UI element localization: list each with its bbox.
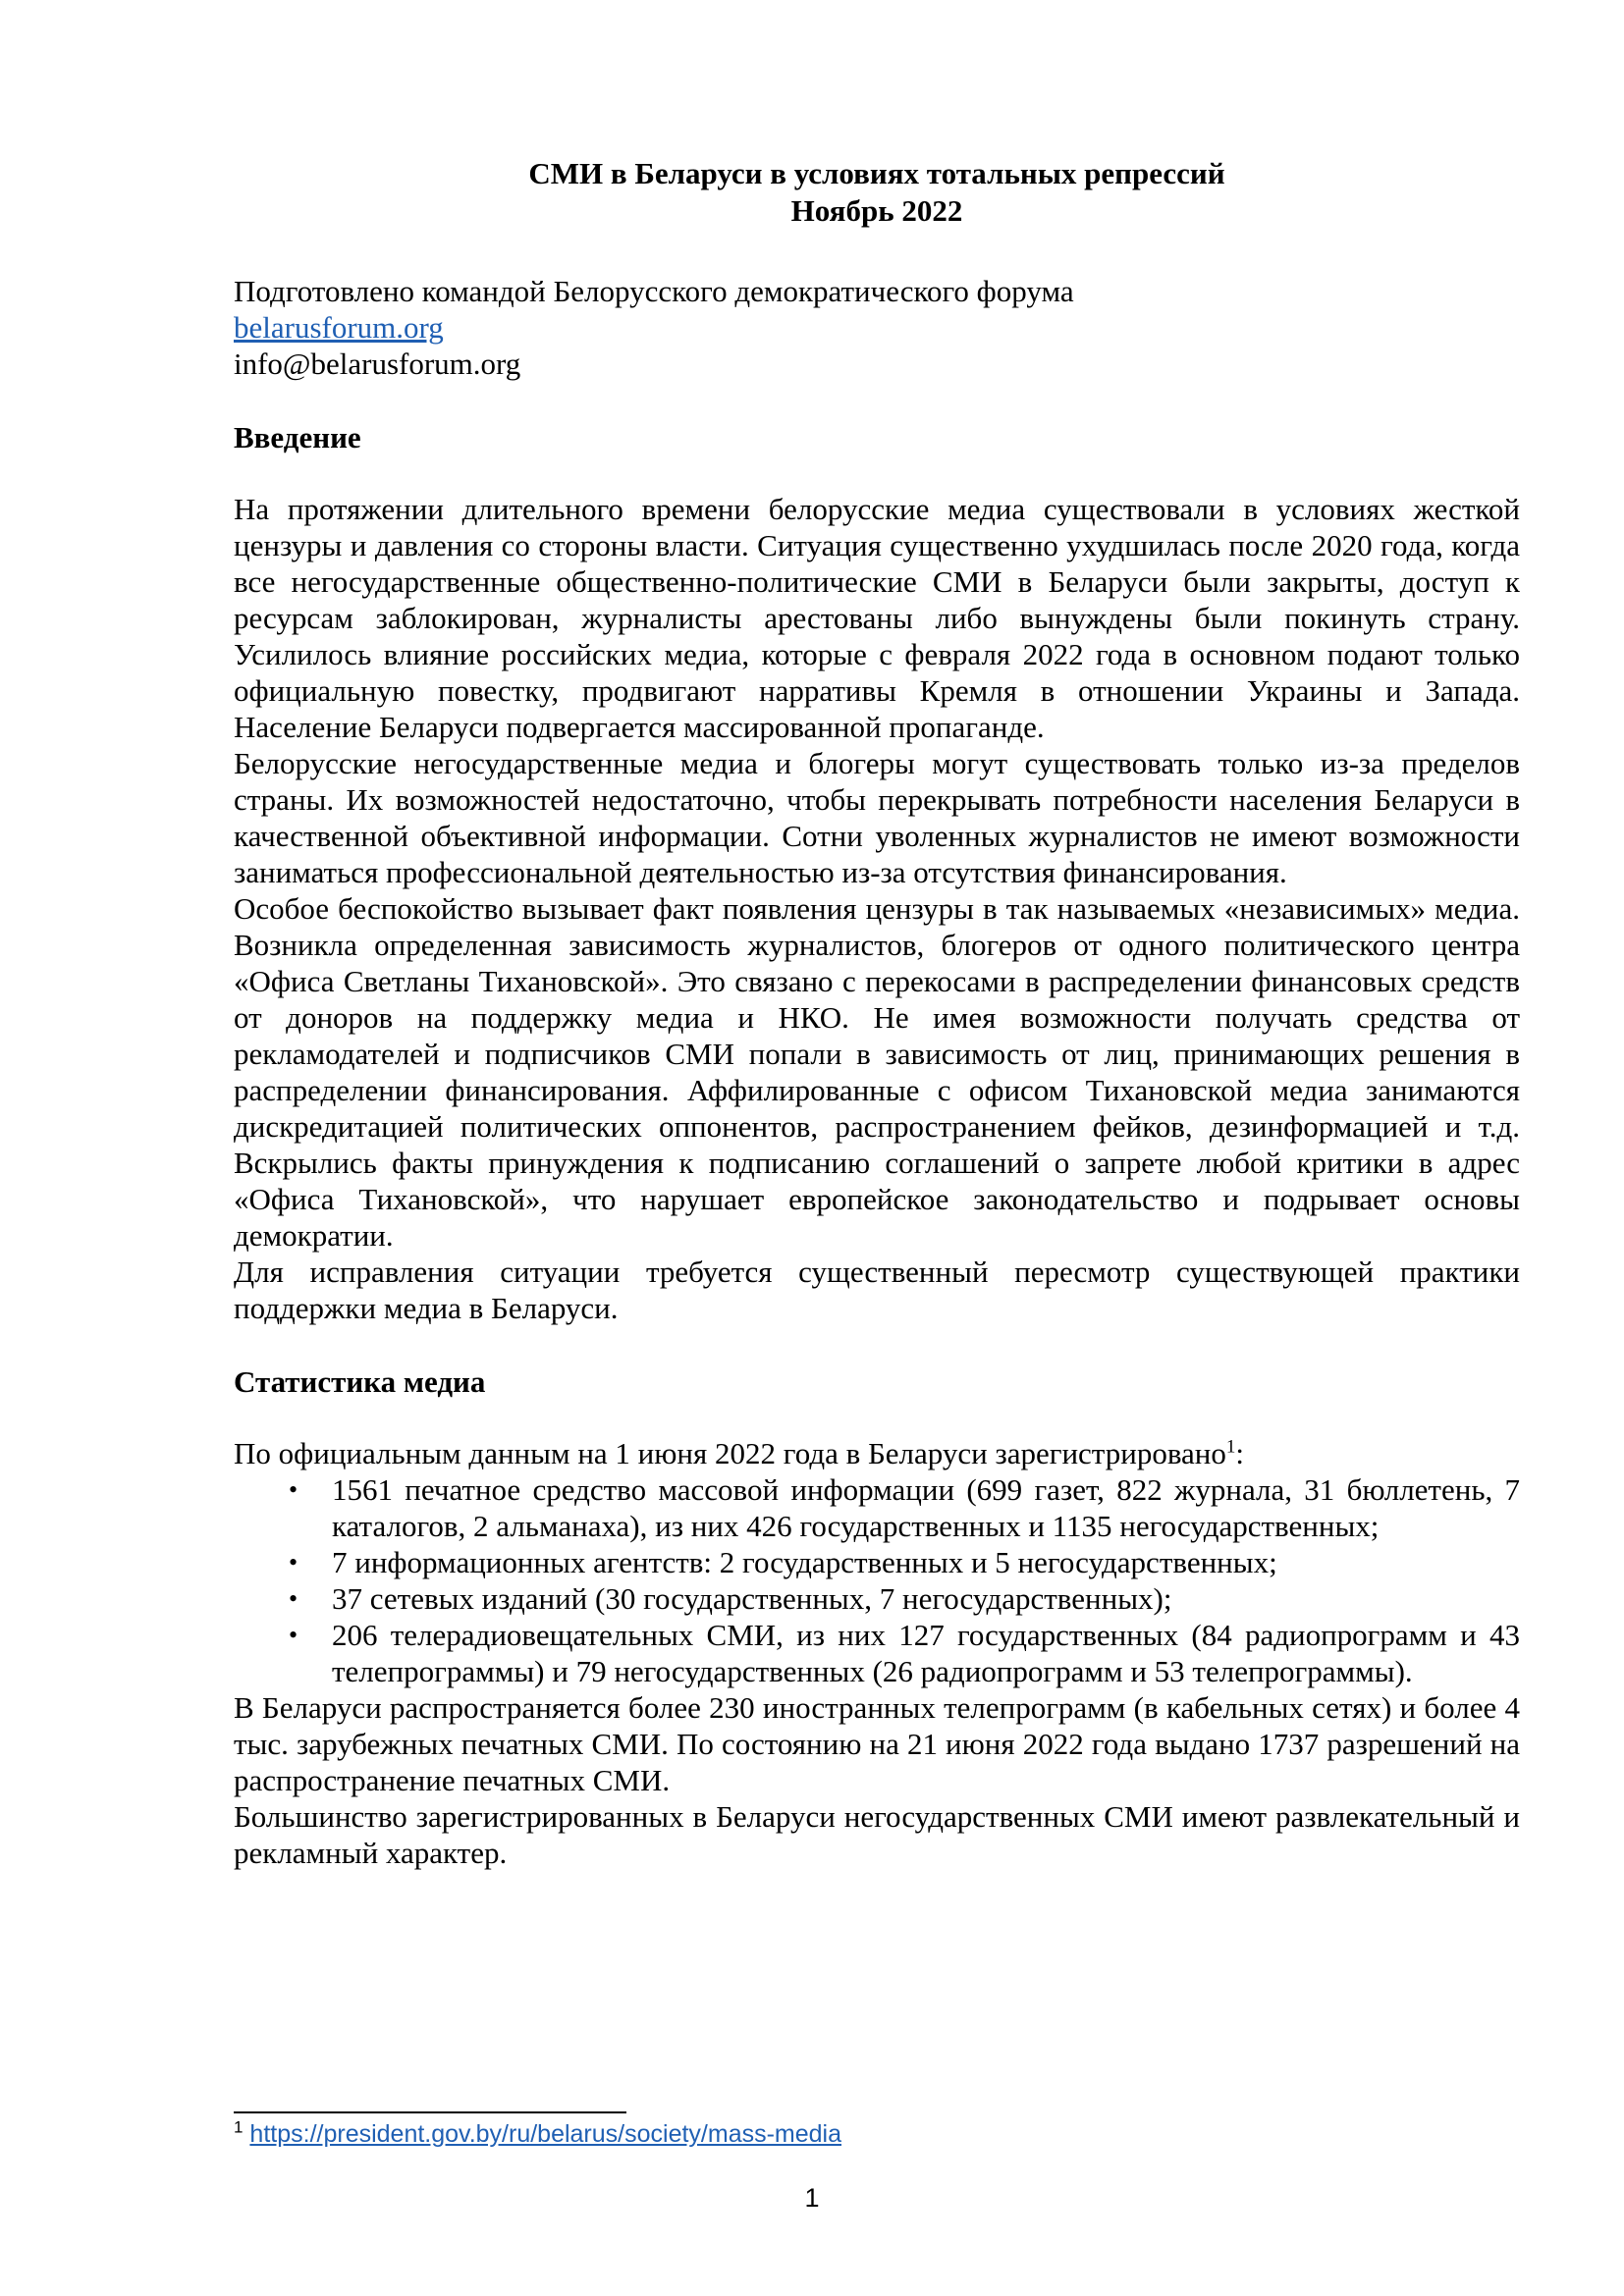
stats-paragraph-2: Большинство зарегистрированных в Беларуси негосударственных СМИ имеют развлекательный и рекламный характер. (234, 1799, 1520, 1870)
bullet-icon: • (289, 1584, 298, 1613)
bullet-icon: • (289, 1621, 298, 1649)
contact-email: info@belarusforum.org (234, 347, 521, 381)
footnote-link[interactable]: https://president.gov.by/ru/belarus/society/mass-media (249, 2120, 842, 2148)
stats-list (234, 1471, 1520, 1689)
document-title-line-1: СМИ в Беларуси в условиях тотальных репрессий (528, 156, 1225, 190)
list-item: • 1561 печатное средство массовой информации (699 газет, 822 журнала, 31 бюллетень, 7 каталогов, 2 альманаха), из них 426 государственных и 1135 негосударственных; (289, 1472, 1520, 1543)
footnote (234, 2118, 1412, 2150)
stats-intro: По официальным данным на 1 июня 2022 года в Беларуси зарегистрировано$^1$: (234, 1436, 1245, 1470)
footnote-reference[interactable]: 1 (1225, 1436, 1236, 1458)
intro-paragraph-3: Особое беспокойство вызывает факт появления цензуры в так называемых «независимых» медиа. Возникла определенная зависимость журналистов, блогеров от одного политического центра «Офиса Светланы Тихановской». Это связано с перекосами в распределении финансовых средств от доноров на поддержку медиа и НКО. Не имея возможности получать средства от рекламодателей и подписчиков СМИ попали в зависимость от лиц, принимающих решения в распределении финансирования. Аффилированные с офисом Тихановской медиа занимаются дискредитацией политических оппонентов, распространением фейков, дезинформацией и т.д. Вскрылись факты принуждения к подписанию соглашений о запрете любой критики в адрес «Офиса Тихановской», что нарушает европейское законодательство и подрывает основы демократии. (234, 891, 1520, 1253)
bullet-icon: • (289, 1475, 298, 1504)
stats-paragraph-1: В Беларуси распространяется более 230 иностранных телепрограмм (в кабельных сетях) и более 4 тыс. зарубежных печатных СМИ. По состоянию на 21 июня 2022 года выдано 1737 разрешений на распространение печатных СМИ. (234, 1690, 1520, 1797)
intro-paragraph-2: Белорусские негосударственные медиа и блогеры могут существовать только из-за пределов страны. Их возможностей недостаточно, чтобы перекрывать потребности населения Беларуси в качественной объективной информации. Сотни уволенных журналистов не имеют возможности заниматься профессиональной деятельностью из-за отсутствия финансирования. (234, 746, 1520, 889)
intro-paragraph-1: На протяжении длительного времени белорусские медиа существовали в условиях жесткой цензуры и давления со стороны власти. Ситуация существенно ухудшилась после 2020 года, когда все негосударственные общественно-политические СМИ в Беларуси были закрыты, доступ к ресурсам заблокирован, журналисты арестованы либо вынуждены были покинуть страну. Усилилось влияние российских медиа, которые с февраля 2022 года в основном подают только официальную повестку, продвигают нарративы Кремля в отношении Украины и Запада. Население Беларуси подвергается массированной пропаганде. (234, 492, 1520, 744)
prepared-by-text: Подготовлено командой Белорусского демократического форума (234, 274, 1074, 308)
bullet-icon: • (289, 1548, 298, 1576)
list-item: • 37 сетевых изданий (30 государственных, 7 негосударственных); (289, 1581, 1172, 1616)
intro-paragraph-4: Для исправления ситуации требуется существенный пересмотр существующей практики поддержки медиа в Беларуси. (234, 1255, 1520, 1325)
footnote-number: 1 (234, 2117, 244, 2137)
footnote-divider (234, 2111, 626, 2113)
website-link[interactable]: belarusforum.org (234, 310, 444, 345)
intro-heading: Введение (234, 420, 361, 454)
list-item: • 206 телерадиовещательных СМИ, из них 127 государственных (84 радиопрограмм и 43 телепрограммы) и 79 негосударственных (26 радиопрограмм и 53 телепрограммы). (289, 1618, 1520, 1688)
list-item: • 7 информационных агентств: 2 государственных и 5 негосударственных; (289, 1545, 1277, 1579)
page-number: 1 (804, 2183, 820, 2213)
stats-heading: Статистика медиа (234, 1364, 486, 1399)
document-title-line-2: Ноябрь 2022 (790, 193, 963, 228)
page-content (234, 155, 1520, 1871)
